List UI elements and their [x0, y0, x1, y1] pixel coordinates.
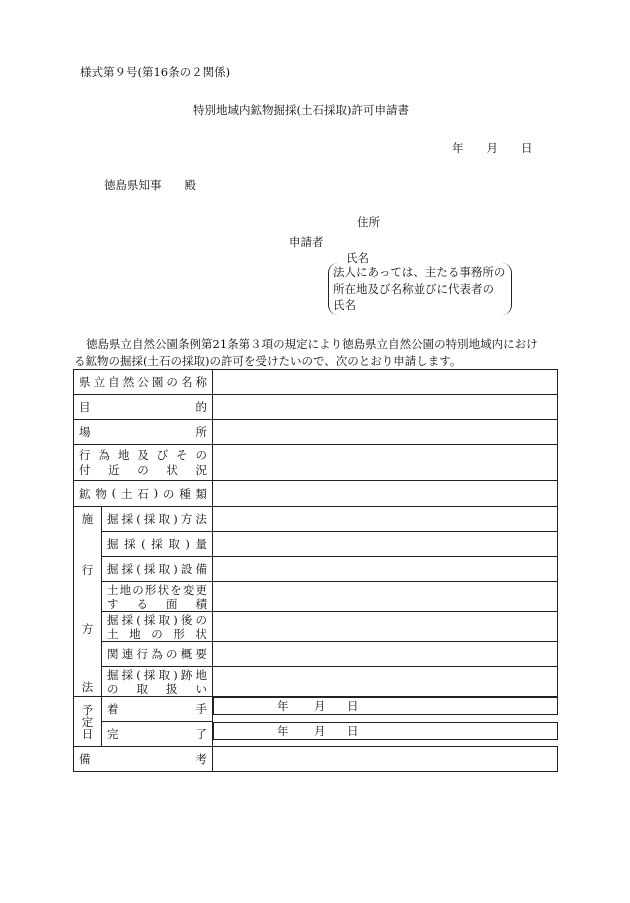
mineral-type-label	[74, 481, 213, 507]
label-char: 石	[137, 486, 149, 501]
label-char: 積	[195, 596, 207, 611]
label-char: 状	[195, 626, 207, 641]
note-line: 法人にあっては、主たる事務所の	[333, 265, 506, 279]
label-char: 形	[144, 582, 157, 597]
label-char: )	[185, 537, 190, 551]
method-item-label	[102, 507, 213, 532]
label-char: 量	[195, 537, 207, 551]
label-char: 更	[195, 582, 207, 597]
corporate-note	[333, 264, 505, 314]
label-char: )	[153, 485, 159, 500]
label-char: 変	[182, 582, 195, 597]
method-field[interactable]	[213, 507, 558, 532]
label-char: 種	[179, 486, 191, 501]
method-item-text	[107, 613, 207, 641]
label-char: 地	[117, 447, 130, 462]
method-item-label	[102, 532, 213, 557]
method-side-label	[74, 507, 102, 697]
label-char: の	[162, 486, 175, 501]
label-char: 為	[151, 647, 163, 661]
label-char: )	[173, 612, 178, 627]
mineral-type-field[interactable]	[213, 481, 558, 507]
label-char: 取	[158, 612, 171, 627]
applicant-label: 申請者	[289, 235, 324, 249]
label-char: 為	[98, 447, 110, 462]
label-char: 取	[158, 512, 171, 526]
label-char: )	[173, 512, 178, 526]
label-char: 掘	[107, 537, 119, 551]
method-side-char: 方	[81, 622, 94, 636]
finish-date-field[interactable]	[213, 722, 558, 740]
method-item-line	[107, 562, 207, 576]
method-item-line	[107, 613, 207, 627]
year-unit: 年	[277, 723, 289, 738]
label-char: 取	[136, 681, 148, 696]
method-side-char: 行	[81, 563, 94, 577]
month-unit: 月	[314, 699, 326, 713]
label-char: 掘	[107, 667, 119, 682]
finish-label	[102, 722, 213, 747]
label-char: 近	[108, 462, 120, 477]
label-char: の	[132, 582, 144, 597]
label-char: (	[136, 512, 141, 526]
label-char: 跡	[180, 667, 193, 682]
label-char: 掘	[107, 512, 119, 526]
label-char: を	[170, 582, 182, 597]
finish-char: 完	[107, 727, 119, 741]
label-char: 況	[195, 462, 207, 477]
label-char: 概	[180, 647, 193, 661]
label-char: 状	[157, 582, 170, 597]
park-name-label	[74, 370, 213, 395]
label-char: の	[107, 681, 119, 696]
method-item-label	[102, 667, 213, 697]
label-char: 採	[143, 512, 156, 526]
changed-area-field[interactable]	[213, 582, 558, 612]
label-char: い	[195, 681, 207, 696]
label-char: 関	[107, 647, 119, 661]
method-item-text	[107, 647, 207, 661]
purpose-field[interactable]	[213, 395, 558, 420]
method-item-line	[107, 597, 207, 611]
month-unit: 月	[314, 723, 326, 738]
label-char: そ	[176, 447, 188, 462]
remarks-field[interactable]	[213, 747, 558, 772]
method-item-line	[107, 647, 207, 661]
label-char: び	[156, 447, 169, 462]
label-char: 扱	[166, 681, 178, 696]
label-char: )	[173, 667, 178, 682]
label-char: 鉱	[79, 486, 91, 501]
method-item-line	[107, 668, 207, 682]
address-label: 住所	[357, 215, 380, 229]
label-char: の	[137, 462, 149, 477]
label-char: 後	[180, 612, 193, 627]
situation-field[interactable]	[213, 445, 558, 481]
label-char: の	[195, 612, 207, 627]
label-char: 園	[151, 375, 164, 389]
label-char: 掘	[107, 612, 119, 627]
site-handling-field[interactable]	[213, 667, 558, 697]
label-char: 備	[195, 562, 207, 576]
label-char: 採	[151, 537, 163, 551]
note-line: 氏名	[333, 298, 356, 312]
label-char: (	[136, 562, 141, 576]
label-char: 法	[195, 512, 207, 526]
method-item-text	[107, 537, 207, 551]
start-label	[102, 697, 213, 722]
label-char: の	[195, 447, 207, 462]
finish-char: 了	[195, 727, 207, 741]
park-name-text	[79, 374, 207, 390]
addressee: 徳島県知事 殿	[104, 178, 196, 192]
label-char: 地	[129, 626, 141, 641]
label-char: 自	[108, 375, 120, 389]
equipment-field[interactable]	[213, 557, 558, 582]
situation-label	[74, 445, 213, 481]
label-char: の	[166, 375, 178, 389]
remarks-char: 考	[195, 752, 207, 766]
label-char: 採	[143, 612, 156, 627]
label-char: 土	[107, 626, 119, 641]
label-char: の	[166, 647, 178, 661]
label-char: 物	[95, 486, 107, 501]
statement-line-2: る鉱物の掘採(土石の採取)の許可を受けたいので、次のとおり申請します。	[74, 354, 462, 368]
place-char: 所	[195, 425, 207, 439]
schedule-side-char: 日	[81, 726, 94, 741]
document-title: 特別地域内鉱物掘採(土石採取)許可申請書	[193, 103, 409, 117]
method-item-label	[102, 557, 213, 582]
label-char: 採	[121, 512, 134, 526]
method-item-text	[107, 668, 207, 696]
label-char: 称	[195, 375, 207, 389]
label-char: す	[107, 596, 119, 611]
method-side-char: 法	[81, 680, 94, 694]
label-char: 形	[173, 626, 185, 641]
label-char: (	[141, 537, 146, 551]
schedule-side-char: 定	[81, 714, 94, 729]
label-char: 設	[180, 562, 193, 576]
label-char: 然	[122, 375, 135, 389]
application-statement	[74, 336, 554, 370]
place-field[interactable]	[213, 420, 558, 445]
label-char: (	[136, 667, 141, 682]
label-char: (	[136, 612, 141, 627]
label-char: 行	[136, 647, 148, 661]
place-char: 場	[79, 425, 91, 439]
form-number: 様式第９号(第16条の２関係)	[80, 65, 231, 79]
label-char: 立	[93, 375, 106, 389]
day-unit: 日	[347, 723, 359, 738]
label-char: 状	[166, 462, 178, 477]
remarks-label	[74, 747, 213, 772]
label-char: 類	[195, 486, 207, 501]
method-item-line	[107, 512, 207, 526]
label-char: )	[173, 562, 178, 576]
label-char: 連	[121, 647, 134, 661]
park-name-field[interactable]	[213, 370, 558, 395]
method-item-label	[102, 642, 213, 667]
label-char: 名	[180, 375, 193, 389]
label-char: 行	[79, 447, 91, 462]
label-char: 採	[121, 562, 134, 576]
application-table	[73, 369, 558, 772]
purpose-char: 的	[195, 400, 207, 414]
method-item-text	[107, 583, 207, 611]
schedule-side-label	[74, 697, 102, 747]
post-land-shape-field[interactable]	[213, 612, 558, 642]
situation-line-1	[79, 448, 207, 463]
label-char: 採	[143, 667, 156, 682]
label-char: (	[111, 485, 117, 500]
year-unit: 年	[277, 699, 289, 713]
label-char: 掘	[107, 562, 119, 576]
method-item-line	[107, 682, 207, 696]
volume-field[interactable]	[213, 532, 558, 557]
label-char: 地	[195, 667, 207, 682]
mineral-type-text	[79, 486, 207, 502]
related-acts-field[interactable]	[213, 642, 558, 667]
place-label	[74, 420, 213, 445]
start-char: 着	[107, 702, 119, 716]
label-char: 土	[120, 486, 133, 501]
date-line: 年 月 日	[452, 141, 533, 155]
remarks-char: 備	[79, 752, 91, 766]
start-char: 手	[195, 702, 207, 716]
label-char: 県	[79, 375, 91, 389]
day-unit: 日	[347, 699, 359, 713]
label-char: 取	[168, 537, 180, 551]
method-item-line	[107, 627, 207, 641]
method-item-label	[102, 612, 213, 642]
label-char: 土	[107, 582, 119, 597]
label-char: 面	[166, 596, 178, 611]
method-item-label	[102, 582, 213, 612]
label-char: 方	[180, 512, 193, 526]
name-label: 氏名	[346, 251, 369, 265]
label-char: 付	[79, 462, 91, 477]
label-char: の	[151, 626, 163, 641]
method-item-line	[107, 583, 207, 597]
situation-line-2	[79, 463, 207, 478]
label-char: 採	[121, 612, 134, 627]
method-side-char: 施	[81, 512, 94, 526]
label-char: る	[136, 596, 148, 611]
label-char: 公	[137, 375, 149, 389]
start-date-field[interactable]	[213, 697, 558, 715]
method-item-text	[107, 512, 207, 526]
purpose-char: 目	[79, 400, 91, 414]
label-char: 及	[137, 447, 149, 462]
statement-line-1: 徳島県立自然公園条例第21条第３項の規定により徳島県立自然公園の特別地域内におけ	[86, 337, 538, 351]
label-char: 採	[121, 667, 134, 682]
note-line: 所在地及び名称並びに代表者の	[333, 281, 494, 296]
method-item-line	[107, 537, 207, 551]
label-char: 地	[119, 582, 132, 597]
label-char: 取	[158, 667, 171, 682]
purpose-label	[74, 395, 213, 420]
label-char: 採	[143, 562, 156, 576]
label-char: 採	[124, 537, 136, 551]
method-item-text	[107, 562, 207, 576]
label-char: 取	[158, 562, 171, 576]
label-char: 要	[195, 647, 207, 661]
schedule-side-char: 予	[81, 702, 94, 717]
